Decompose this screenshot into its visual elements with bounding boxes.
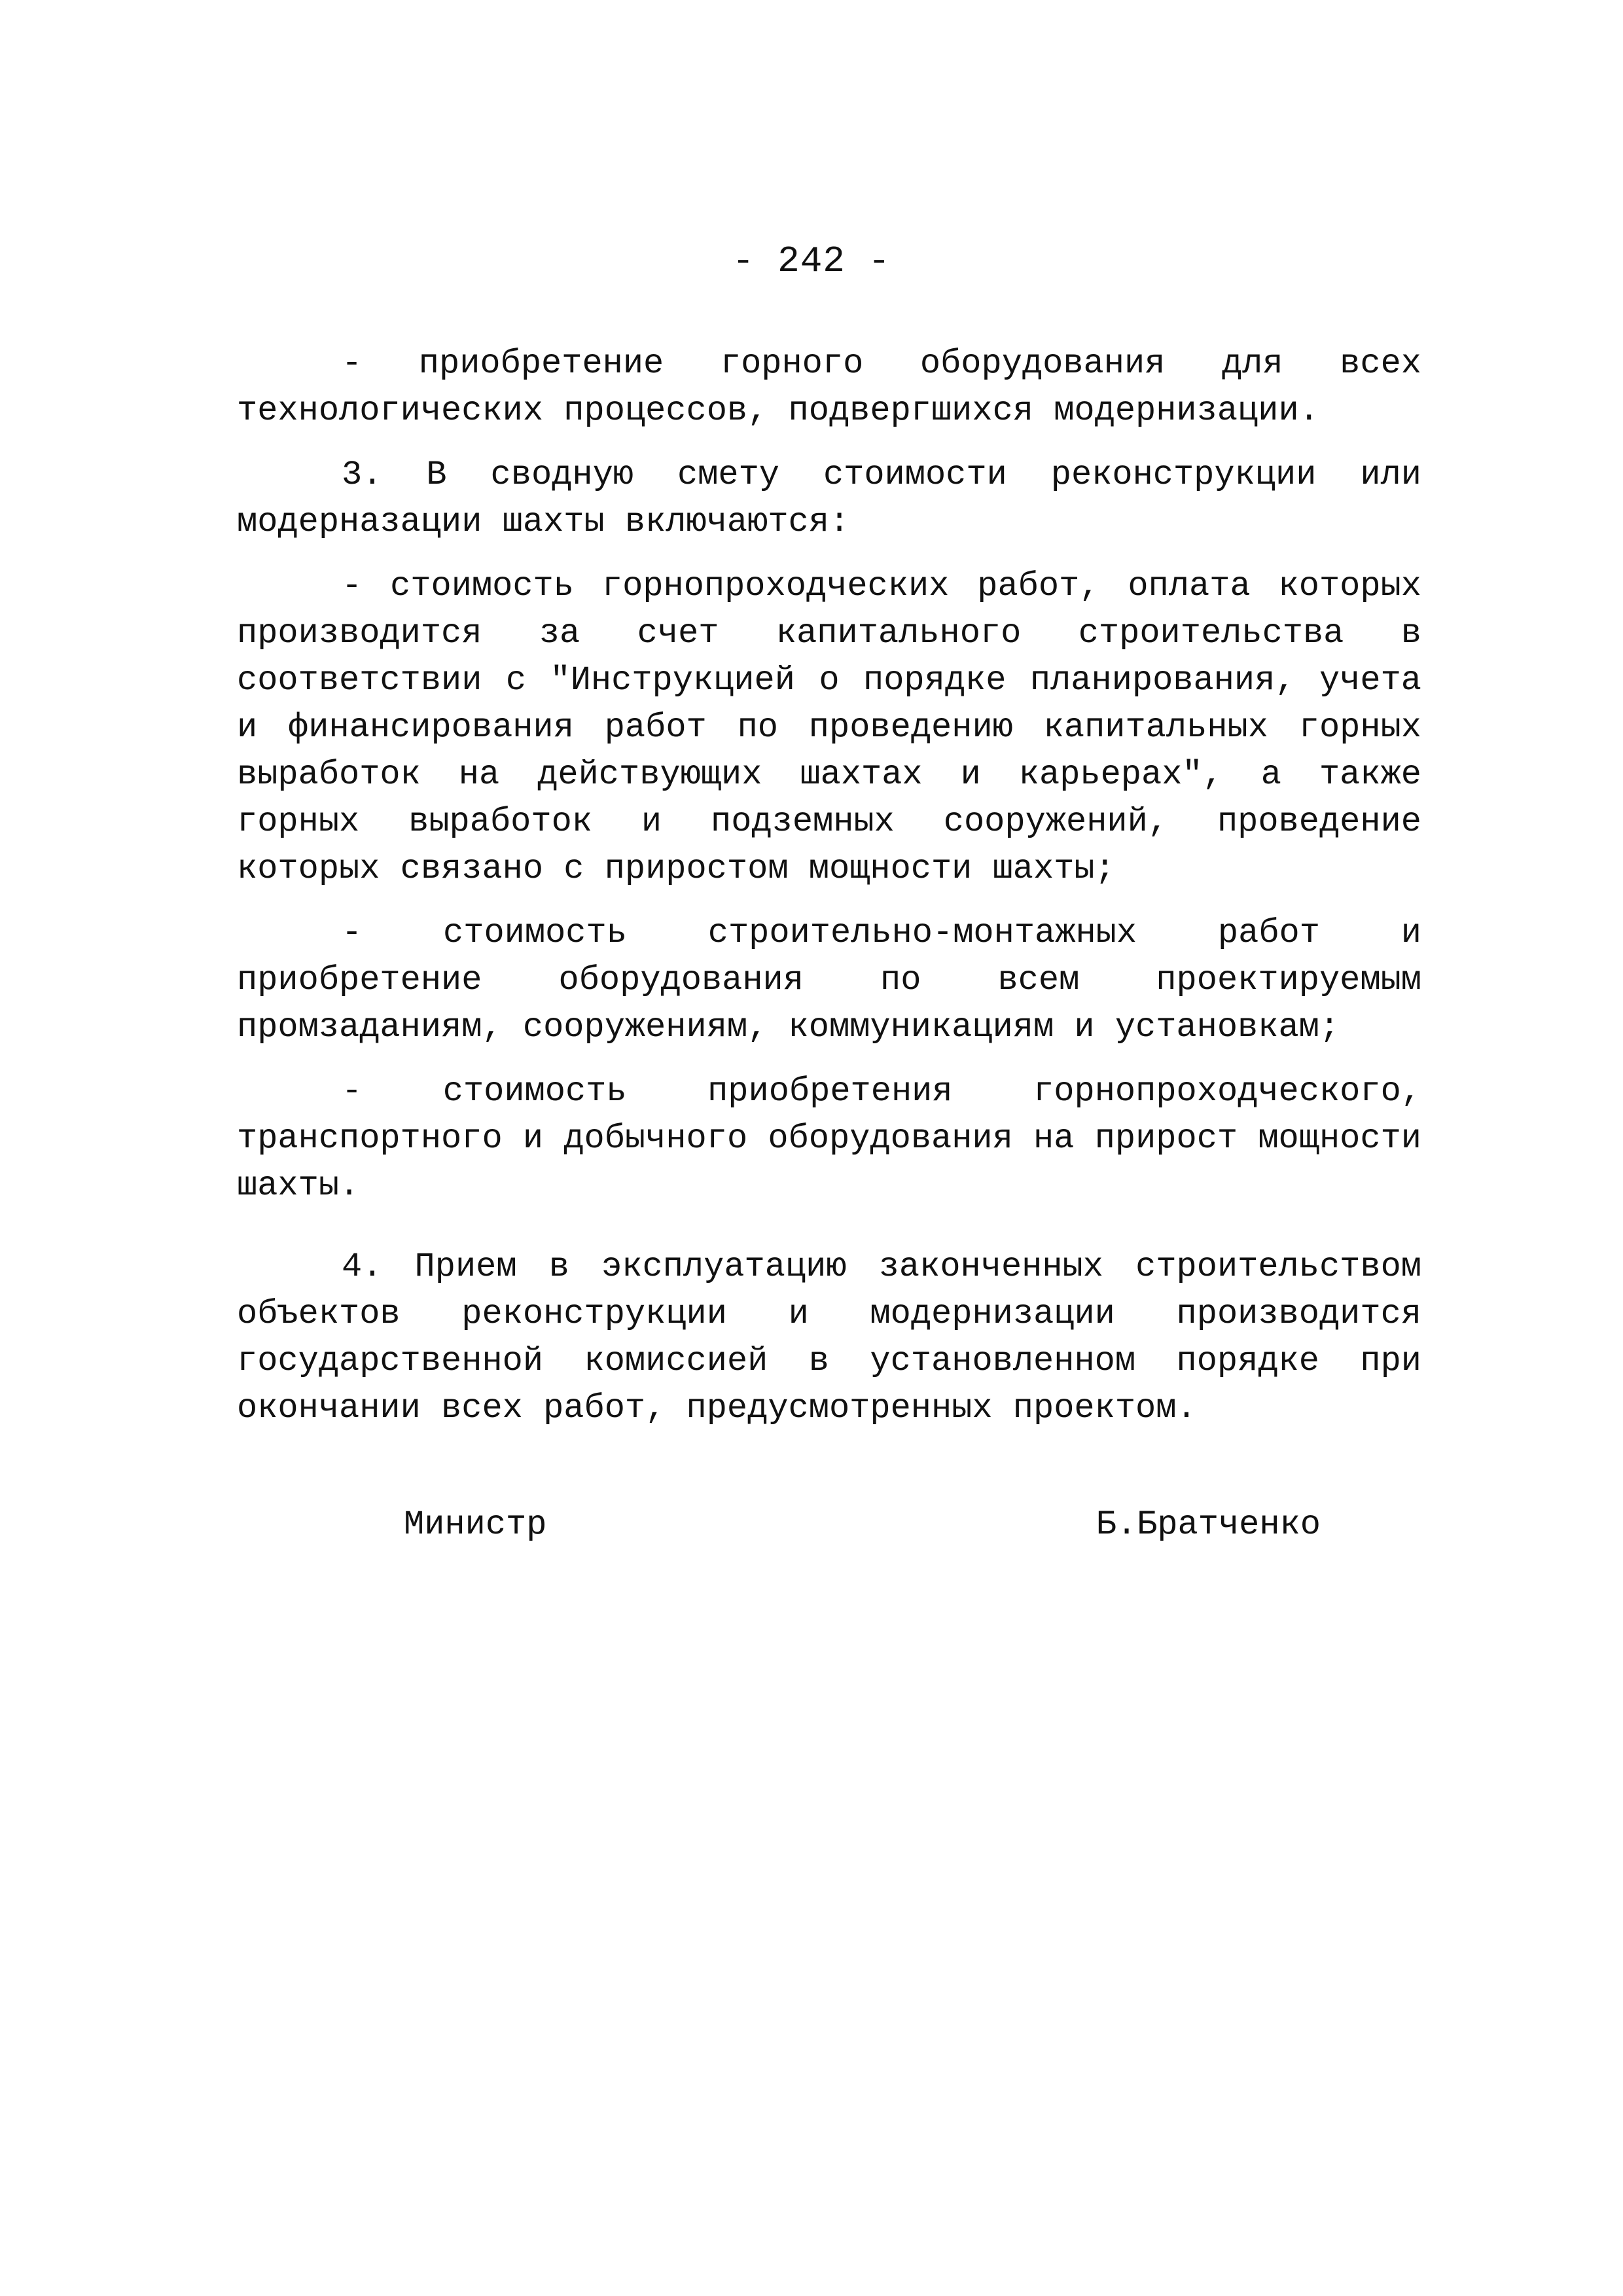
signatory-name: Б.Братченко (1096, 1505, 1321, 1544)
document-body (237, 340, 1421, 1432)
paragraph-construction-cost: - стоимость строительно-монтажных работ и приобретение оборудования по всем проектируемым промзаданиям, сооружениям, коммуникациям и установкам; (237, 914, 1421, 1047)
signature-block (0, 1499, 1623, 1551)
paragraph-equipment-purchase: - приобретение горного оборудования для всех технологических процессов, подвергшихся модернизации. (237, 344, 1421, 430)
paragraph-item-3: 3. В сводную смету стоимости реконструкции или модерназации шахты включаются: (237, 456, 1421, 541)
paragraph-equipment-cost: - стоимость приобретения горнопроходческого, транспортного и добычного оборудования на прирост мощности шахты. (237, 1072, 1421, 1205)
signatory-title: Министр (404, 1505, 547, 1544)
paragraph-item-4: 4. Прием в эксплуатацию законченных строительством объектов реконструкции и модернизации производится государственной комиссией в установленном порядке при окончании всех работ, предусмотренных проектом. (237, 1247, 1421, 1427)
page-number: - 242 - (732, 240, 891, 282)
paragraph-mining-works-cost: - стоимость горнопроходческих работ, оплата которых производится за счет капитального строительства в соответствии с "Инструкцией о порядке планирования, учета и финансирования работ по проведению капитальных горных выработок на действующих шахтах и карьерах", а также горных выработок и подземных сооружений, проведение которых связано с приростом мощности шахты; (237, 567, 1421, 888)
